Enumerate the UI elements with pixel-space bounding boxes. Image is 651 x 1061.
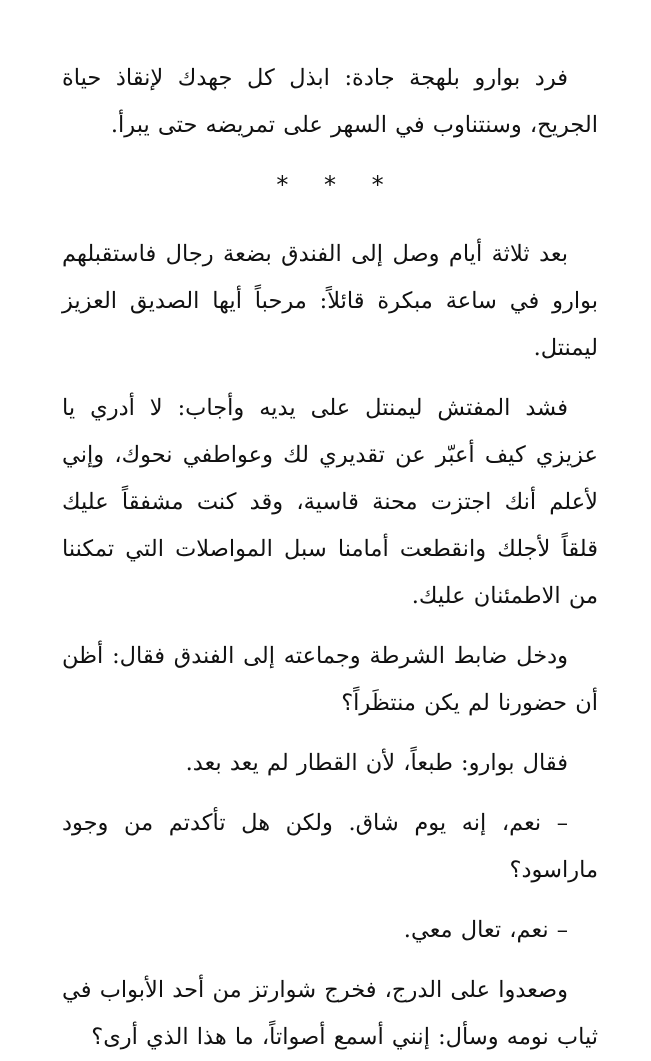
paragraph-inspector-reply: فشد المفتش ليمنتل على يديه وأجاب: لا أدري يا عزيزي كيف أعبّر عن تقديري لك وعواطفي نحوك، وإني لأعلم أنك اجتزت محنة قاسية، وقد كنت مشفقاً عليك قلقاً لأجلك وانقطعت أمامنا سبل المواصلات التي تمكننا من الاطمئنان عليك. [62, 395, 598, 609]
paragraph-poirot-answer: فقال بوارو: طبعاً، لأن القطار لم يعد بعد. [185, 750, 568, 776]
paragraph-dialogue-question: – نعم، إنه يوم شاق. ولكن هل تأكدتم من وجود ماراسود؟ [62, 810, 598, 883]
paragraph-poirot-instruction: فرد بوارو بلهجة جادة: ابذل كل جهدك لإنقاذ حياة الجريح، وسنتناوب في السهر على تمريضه حتى يبرأ. [62, 65, 598, 138]
paragraph-schwartz: وصعدوا على الدرج، فخرج شوارتز من أحد الأبواب في ثياب نومه وسأل: إنني أسمع أصواتاً، ما هذا الذي أرى؟ [62, 977, 598, 1050]
paragraph-dialogue-answer: – نعم، تعال معي. [403, 917, 568, 943]
paragraph-arrival: بعد ثلاثة أيام وصل إلى الفندق بضعة رجال فاستقبلهم بوارو في ساعة مبكرة قائلاً: مرحباً أيها الصديق العزيز ليمنتل. [62, 241, 598, 361]
section-separator: * * * [276, 171, 398, 199]
paragraph-police-officer: ودخل ضابط الشرطة وجماعته إلى الفندق فقال: أظن أن حضورنا لم يكن منتظَراً؟ [62, 643, 598, 716]
